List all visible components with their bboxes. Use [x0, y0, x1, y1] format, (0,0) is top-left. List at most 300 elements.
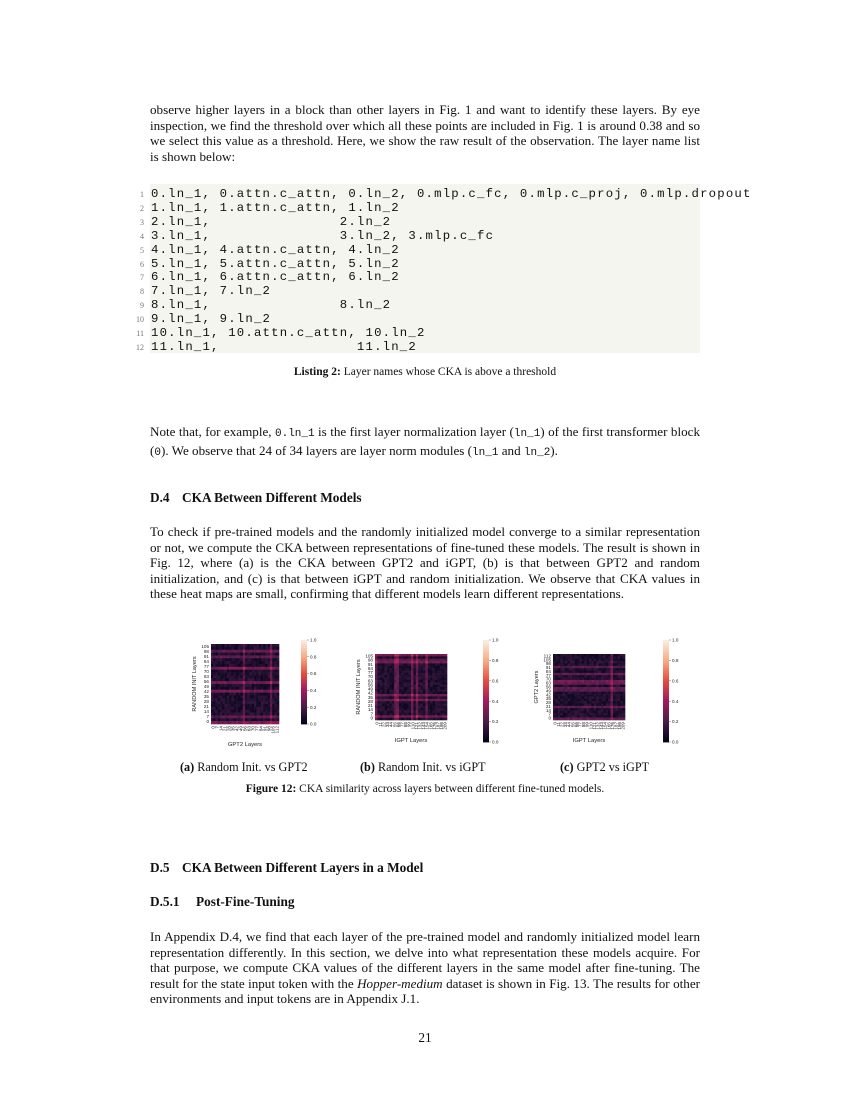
heatmap-cell [587, 694, 590, 697]
heatmap-cell [270, 704, 273, 707]
heatmap-cell [238, 678, 241, 681]
heatmap-cell [404, 685, 407, 688]
heatmap-cell [382, 701, 385, 704]
heatmap-cell [437, 687, 440, 690]
heatmap-cell [558, 666, 561, 669]
y-tick-label: 14 [367, 707, 373, 713]
heatmap-cell [613, 668, 616, 671]
heatmap-cell [601, 659, 604, 662]
heatmap-cell [575, 694, 578, 697]
heatmap-cell [613, 666, 616, 669]
heatmap-cell [589, 708, 592, 711]
heatmap-cell [413, 654, 416, 657]
heatmap-cell [245, 684, 248, 687]
y-tick-label: 105 [365, 653, 373, 659]
x-tick-label: 143 [421, 722, 427, 730]
heatmap-cell [601, 708, 604, 711]
heatmap-cell [601, 694, 604, 697]
heatmap-cell [270, 673, 273, 676]
heatmap-cell [599, 678, 602, 681]
heatmap-cell [220, 713, 223, 716]
heatmap-cell [389, 715, 392, 718]
heatmap-cell [270, 664, 273, 667]
heatmap-cell [245, 667, 248, 670]
heatmap-cell [615, 701, 618, 704]
heatmap-cell [428, 699, 431, 702]
heatmap-cell [240, 704, 243, 707]
heatmap-cell [570, 687, 573, 690]
heatmap-cell [261, 681, 264, 684]
heatmap-cell [216, 667, 219, 670]
heatmap-cell [385, 694, 388, 697]
heatmap-cell [611, 680, 614, 683]
heatmap-cell [238, 673, 241, 676]
heatmap-cell [623, 715, 626, 718]
heatmap-cell [563, 708, 566, 711]
heatmap-cell [213, 693, 216, 696]
heatmap-cell [406, 656, 409, 659]
heatmap-cell [211, 715, 214, 718]
heatmap-cell [240, 653, 243, 656]
heatmap-cell [229, 653, 232, 656]
heatmap-cell [584, 687, 587, 690]
heatmap-cell [445, 694, 448, 697]
heatmap-cell [227, 653, 230, 656]
heatmap-cell [406, 706, 409, 709]
heatmap-cell [213, 647, 216, 650]
heatmap-cell [589, 706, 592, 709]
heatmap-cell [584, 654, 587, 657]
heatmap-cell [418, 713, 421, 716]
heatmap-cell [442, 718, 445, 721]
heatmap-cell [558, 668, 561, 671]
heatmap-cell [565, 673, 568, 676]
heatmap-cell [265, 644, 268, 647]
heatmap-cell [430, 661, 433, 664]
heatmap-cell [423, 666, 426, 669]
d51-text-2: dataset is shown in Fig. 13. The results for other environments and input tokens are in Appendix J.1. [150, 975, 700, 1006]
heatmap-cell [216, 655, 219, 658]
x-tick-label: 198 [617, 722, 623, 730]
x-axis-label: IGPT Layers [572, 738, 606, 744]
heatmap-cell [397, 713, 400, 716]
heatmap-cell [380, 694, 383, 697]
heatmap-cell [599, 715, 602, 718]
heatmap-cell [615, 666, 618, 669]
heatmap-cell [575, 706, 578, 709]
heatmap-cell [433, 654, 436, 657]
heatmap-cell [265, 658, 268, 661]
heatmap-cell [418, 680, 421, 683]
heatmap-cell [256, 661, 259, 664]
heatmap-cell [236, 695, 239, 698]
code-line-text: 1.ln_1, 1.attn.c_attn, 1.ln_2 [151, 200, 400, 215]
heatmap-cell [263, 718, 266, 721]
heatmap-cells [211, 644, 279, 724]
heatmap-cell [409, 682, 412, 685]
heatmap-cell [591, 675, 594, 678]
heatmap-cell [615, 673, 618, 676]
heatmap-cell [565, 711, 568, 714]
heatmap-cell [394, 659, 397, 662]
heatmap-cell [254, 698, 257, 701]
heatmap-cell [421, 715, 424, 718]
heatmap-cell [392, 704, 395, 707]
heatmap-cell [406, 711, 409, 714]
heatmap-cell [563, 661, 566, 664]
heatmap-cell [220, 715, 223, 718]
heatmap-cell [587, 685, 590, 688]
heatmap-cell [425, 704, 428, 707]
heatmap-cell [620, 715, 623, 718]
heatmap-cell [615, 706, 618, 709]
heatmap-cell [259, 704, 262, 707]
heatmap-cell [256, 704, 259, 707]
heatmap-cell [240, 718, 243, 721]
heatmap-cell [413, 682, 416, 685]
heatmap-cell [234, 693, 237, 696]
heatmap-cell [421, 654, 424, 657]
note-text-4: ). We observe that 24 of 34 layers are layer norm modules ( [160, 442, 473, 458]
heatmap-cell [599, 659, 602, 662]
heatmap-cell [437, 666, 440, 669]
heatmap-cell [430, 678, 433, 681]
heatmap-cell [440, 682, 443, 685]
heatmap-cell [399, 656, 402, 659]
heatmap-cell [259, 707, 262, 710]
heatmap-cell [377, 680, 380, 683]
heatmap-cell [430, 668, 433, 671]
colorbar-tick-label: 0.0 [492, 739, 499, 745]
heatmap-cell [575, 718, 578, 721]
heatmap-cell [589, 666, 592, 669]
heatmap-cell [218, 650, 221, 653]
heatmap-cell [277, 650, 280, 653]
heatmap-cell [587, 706, 590, 709]
heatmap-cell [435, 699, 438, 702]
heatmap-cell [565, 689, 568, 692]
heatmap-cell [620, 718, 623, 721]
listing-caption-label: Listing 2: [293, 366, 341, 378]
heatmap-cell [433, 711, 436, 714]
heatmap-cell [445, 689, 448, 692]
heatmap-cell [250, 670, 253, 673]
heatmap-cell [615, 685, 618, 688]
x-axis-label: GPT2 Layers [227, 742, 263, 748]
heatmap-cell [587, 661, 590, 664]
heatmap-cell [263, 647, 266, 650]
heatmap-cell [399, 692, 402, 695]
heatmap-cell [225, 650, 228, 653]
heatmap-cell [560, 692, 563, 695]
heatmap-cell [582, 656, 585, 659]
heatmap-cell [611, 687, 614, 690]
heatmap-cell [579, 715, 582, 718]
heatmap-cell [589, 701, 592, 704]
heatmap-cell [218, 678, 221, 681]
heatmap-cell [416, 708, 419, 711]
heatmap-cell [553, 699, 556, 702]
heatmap-cell [620, 692, 623, 695]
heatmap-cell [277, 661, 280, 664]
heatmap-cell [606, 715, 609, 718]
heatmap-cell [225, 655, 228, 658]
heatmap-cell [401, 689, 404, 692]
x-tick-label: 198 [439, 722, 445, 730]
heatmap-cell [589, 654, 592, 657]
heatmap-cell [270, 644, 273, 647]
heatmap-cell [238, 667, 241, 670]
heatmap-cell [563, 663, 566, 666]
heatmap-cell [409, 675, 412, 678]
heatmap-cell [243, 693, 246, 696]
x-tick-label: 22 [559, 722, 565, 728]
heatmap-cell [394, 663, 397, 666]
heatmap-cell [416, 682, 419, 685]
heatmap-cell [620, 668, 623, 671]
colorbar-segment [483, 729, 489, 732]
heatmap-cell [380, 692, 383, 695]
heatmap-cell [615, 671, 618, 674]
heatmap-cell [409, 673, 412, 676]
heatmap-cell [567, 663, 570, 666]
heatmap-cell [256, 701, 259, 704]
heatmap-cell [211, 681, 214, 684]
heatmap-cell [416, 699, 419, 702]
heatmap-cell [418, 715, 421, 718]
heatmap-cell [575, 699, 578, 702]
heatmap-cell [445, 673, 448, 676]
heatmap-cell [392, 713, 395, 716]
heatmap-cell [238, 644, 241, 647]
heatmap-cell [274, 698, 277, 701]
heatmap-cell [413, 715, 416, 718]
heatmap-cell [254, 721, 257, 724]
section-d4-paragraph: To check if pre-trained models and the randomly initialized model converge to a similar representation or not, we compute the CKA between representations of fine-tuned these models. The result is shown in Fig. 12, where (a) is the CKA between GPT2 and iGPT, (b) is that between GPT2 and random initialization, and (c) is that between iGPT and random initialization. We observe that CKA values in these heat maps are small, confirming that different models learn different representations. [150, 524, 700, 601]
heatmap-cell [247, 670, 250, 673]
heatmap-cell [245, 658, 248, 661]
heatmap-cell [213, 695, 216, 698]
heatmap-cell [404, 668, 407, 671]
heatmap-cell [589, 673, 592, 676]
heatmap-cell [423, 675, 426, 678]
heatmap-cell [274, 658, 277, 661]
heatmap-cell [603, 718, 606, 721]
heatmap-cell [385, 666, 388, 669]
heatmap-cell [382, 666, 385, 669]
heatmap-cell [404, 701, 407, 704]
heatmap-cell [416, 701, 419, 704]
heatmap-cell [277, 653, 280, 656]
heatmap-cell [270, 653, 273, 656]
heatmap-cell [404, 718, 407, 721]
heatmap-cell [392, 673, 395, 676]
heatmap-cell [382, 654, 385, 657]
heatmap-cell [389, 692, 392, 695]
y-tick-label: 28 [203, 699, 209, 704]
colorbar-segment [483, 699, 489, 702]
x-tick-label: 44 [566, 722, 572, 728]
heatmap-cell [623, 659, 626, 662]
heatmap-cell [440, 711, 443, 714]
heatmap-cell [268, 650, 271, 653]
heatmap-cell [222, 681, 225, 684]
heatmap-cell [394, 692, 397, 695]
heatmap-cell [445, 708, 448, 711]
colorbar-segment [663, 722, 669, 725]
heatmap-cell [382, 704, 385, 707]
heatmap-cell [584, 708, 587, 711]
heatmap-cell [387, 689, 390, 692]
heatmap-cell [563, 713, 566, 716]
heatmap-cell [387, 692, 390, 695]
heatmap-cell [553, 654, 556, 657]
heatmap-cell [406, 661, 409, 664]
colorbar-segment [663, 666, 669, 669]
heatmap-cell [382, 711, 385, 714]
heatmap-cell [601, 675, 604, 678]
heatmap-cell [594, 689, 597, 692]
heatmap-cell [394, 689, 397, 692]
heatmap-cell [575, 715, 578, 718]
heatmap-cell [263, 721, 266, 724]
heatmap-cell [397, 696, 400, 699]
heatmap-cell [599, 696, 602, 699]
colorbar-segment [483, 653, 489, 656]
heatmap-cell [211, 673, 214, 676]
heatmap-cell [584, 680, 587, 683]
heatmap-cell [259, 695, 262, 698]
heatmap-cell [570, 694, 573, 697]
heatmap-cell [213, 661, 216, 664]
heatmap-cell [401, 656, 404, 659]
heatmap-cell [613, 704, 616, 707]
colorbar-tick-label: 0.4 [492, 698, 499, 704]
heatmap-cell [589, 678, 592, 681]
heatmap-cell [445, 711, 448, 714]
heatmap-cell [577, 708, 580, 711]
heatmap-cell [425, 685, 428, 688]
heatmap-cell [433, 682, 436, 685]
heatmap-cell [238, 675, 241, 678]
heatmap-cell [440, 696, 443, 699]
heatmap-cell [594, 680, 597, 683]
y-tick-label: 105 [543, 657, 551, 663]
heatmap-cell [579, 689, 582, 692]
heatmap-cell [560, 701, 563, 704]
heatmap-cell [409, 718, 412, 721]
heatmap-cell [375, 661, 378, 664]
heatmap-cell [615, 718, 618, 721]
heatmap-cell [606, 678, 609, 681]
heatmap-cell [623, 666, 626, 669]
colorbar-segment [483, 724, 489, 727]
heatmap-cell [231, 718, 234, 721]
heatmap-cell [577, 654, 580, 657]
heatmap-cell [231, 707, 234, 710]
heatmap-cell [397, 689, 400, 692]
heatmap-cell [385, 659, 388, 662]
heatmap-cell [222, 670, 225, 673]
heatmap-cell [594, 699, 597, 702]
y-tick-label: 0 [370, 715, 373, 721]
heatmap-cell [570, 680, 573, 683]
heatmap-cell [563, 671, 566, 674]
heatmap-cell [261, 644, 264, 647]
heatmap-cell [594, 692, 597, 695]
heatmap-cell [261, 684, 264, 687]
heatmap-cell [225, 675, 228, 678]
heatmap-cell [411, 715, 414, 718]
heatmap-cell [596, 654, 599, 657]
heatmap-cell [247, 644, 250, 647]
heatmap-cell [421, 666, 424, 669]
heatmap-cell [375, 692, 378, 695]
heatmap-cell [575, 678, 578, 681]
colorbar-tick-label: 0.6 [310, 671, 317, 677]
heatmap-cell [425, 654, 428, 657]
heatmap-cell [613, 661, 616, 664]
heatmap-cell [229, 681, 232, 684]
heatmap-cell [236, 650, 239, 653]
heatmap-cell [261, 655, 264, 658]
heatmap-cell [225, 667, 228, 670]
heatmap-cell [265, 670, 268, 673]
heatmap-cell [236, 647, 239, 650]
section-d5-heading [150, 860, 423, 876]
heatmap-cell [575, 671, 578, 674]
heatmap-cell [555, 675, 558, 678]
heatmap-cell [238, 670, 241, 673]
heatmap-cell [227, 673, 230, 676]
heatmap-cell [587, 699, 590, 702]
heatmap-cell [433, 680, 436, 683]
heatmap-cell [218, 698, 221, 701]
heatmap-cell [220, 647, 223, 650]
heatmap-cell [401, 661, 404, 664]
heatmap-cell [231, 647, 234, 650]
heatmap-cell [594, 654, 597, 657]
heatmap-cell [231, 701, 234, 704]
heatmap-cell [252, 707, 255, 710]
heatmap-cell [399, 687, 402, 690]
heatmap-cell [425, 713, 428, 716]
heatmap-cell [440, 666, 443, 669]
heatmap-cell [584, 694, 587, 697]
heatmap-cell [428, 694, 431, 697]
heatmap-cell [437, 711, 440, 714]
heatmap-cell [218, 707, 221, 710]
heatmap-cell [430, 666, 433, 669]
heatmap-cell [231, 715, 234, 718]
heatmap-cell [613, 696, 616, 699]
heatmap-cell [601, 713, 604, 716]
heatmap-cell [259, 658, 262, 661]
heatmap-cell [560, 699, 563, 702]
heatmap-cell [250, 650, 253, 653]
heatmap-cell [596, 687, 599, 690]
heatmap-cell [254, 655, 257, 658]
colorbar-tick-label: 0.8 [672, 658, 679, 663]
heatmap-cell [553, 685, 556, 688]
heatmap-cell [213, 690, 216, 693]
heatmap-cell [418, 687, 421, 690]
heatmap-cell [608, 668, 611, 671]
heatmap-cell [268, 718, 271, 721]
x-tick-label: 55 [392, 722, 398, 728]
heatmap-cell [437, 668, 440, 671]
heatmap-cell [216, 658, 219, 661]
